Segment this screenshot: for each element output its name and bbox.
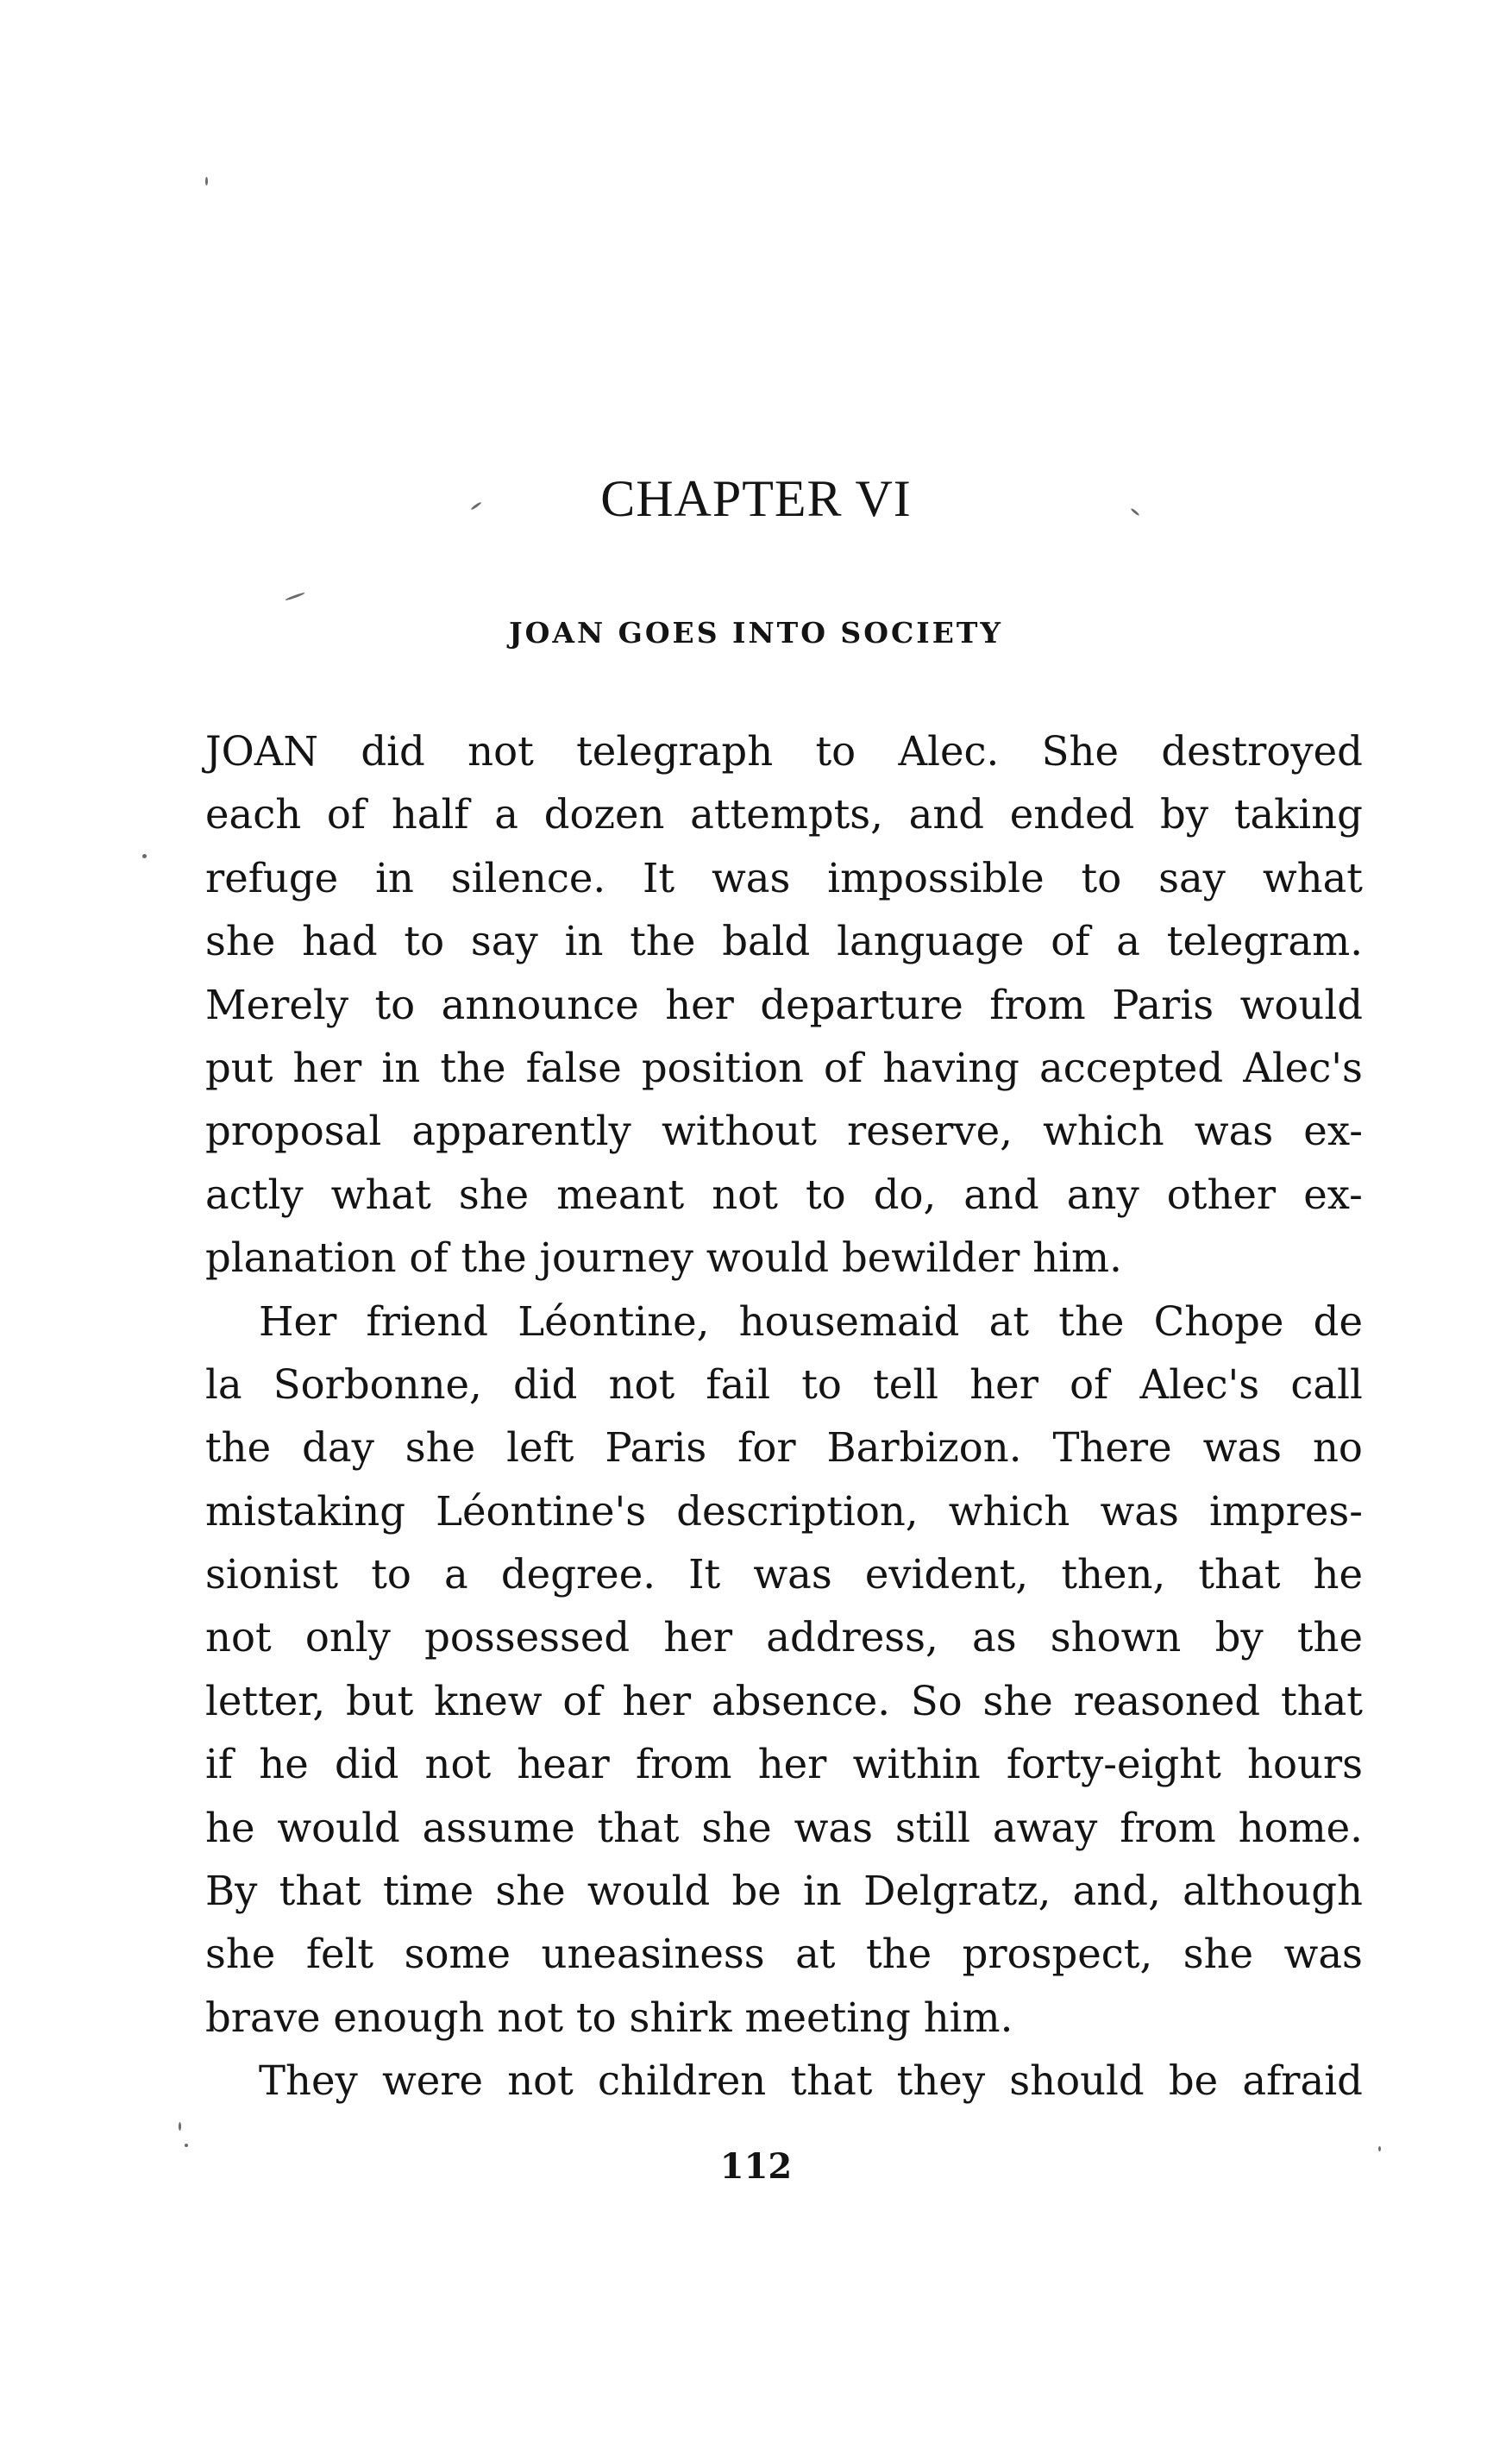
word: other [1166,1171,1277,1218]
word: of [409,1234,449,1282]
word: the [1058,1297,1125,1345]
word: tell [873,1360,939,1408]
word: to [371,1551,411,1598]
word: not [497,1994,564,2041]
word: call [1290,1360,1363,1408]
text-line [205,1797,1363,1860]
word: was [711,854,791,901]
word: not [712,1171,778,1218]
word: It [688,1551,721,1598]
word: reasoned [1073,1677,1261,1724]
word: although [1183,1868,1363,1915]
word: was [794,1804,873,1851]
page-number: 112 [719,2146,793,2187]
word: absence. [711,1677,891,1724]
text-line [205,2050,1363,2113]
word: journey [539,1234,693,1282]
word: to [1081,854,1122,901]
word: in [375,854,414,901]
word: should [1009,2057,1145,2105]
word: Alec's [1243,1044,1363,1091]
chapter-title: JOAN GOES INTO SOCIETY [509,616,1003,650]
word: do, [873,1171,937,1218]
word: and [963,1171,1039,1218]
word: if [205,1741,234,1788]
word: of [1070,1360,1109,1408]
word: left [506,1424,574,1472]
word: Léontine's [436,1487,647,1535]
word: shirk [629,1994,732,2041]
text-line [205,974,1363,1037]
word: for [737,1424,796,1472]
word: having [882,1044,1020,1091]
word: which [1043,1108,1164,1155]
word: to [374,981,416,1028]
word: telegraph [576,728,774,775]
word: Paris [605,1424,707,1472]
word: Léontine, [518,1297,710,1345]
word: impres- [1208,1487,1363,1535]
word: she [495,1868,566,1915]
word: address, [766,1614,938,1661]
text-line [205,720,1363,783]
word: her [622,1677,692,1724]
word: meeting [744,1994,911,2041]
text-line [205,910,1363,973]
word: not [608,1360,675,1408]
word: of [326,791,367,838]
word: apparently [411,1108,631,1155]
word: destroyed [1161,728,1363,775]
body-text [205,720,1363,2113]
word: refuge [205,854,339,901]
word: There [1052,1424,1172,1472]
word: say [1158,854,1226,901]
word: fail [706,1360,771,1408]
word: her [969,1360,1038,1408]
word: to [815,728,856,775]
word: Merely [205,981,349,1028]
word: Sorbonne, [273,1360,482,1408]
word: her [292,1044,362,1091]
word: not [507,2057,574,2105]
word: reserve, [847,1108,1013,1155]
word: not [424,1741,492,1788]
word: did [334,1741,399,1788]
word: taking [1233,791,1363,838]
scan-speck [285,592,305,601]
word: put [205,1044,273,1091]
word: a [494,791,519,838]
word: at [795,1931,836,1978]
word: was [1283,1931,1363,1978]
scan-speck [179,2122,181,2131]
word: to [404,918,445,965]
word: would [1239,981,1363,1028]
word: was [1100,1487,1179,1535]
word: dozen [543,791,665,838]
word: that [597,1804,680,1851]
word: him. [923,1994,1013,2041]
word: the [630,918,696,965]
word: but [345,1677,414,1724]
word: would [277,1804,400,1851]
word: they [896,2057,986,2105]
word: impossible [827,854,1045,901]
word: shown [1050,1614,1182,1661]
text-line [205,783,1363,846]
word: language [837,918,1025,965]
word: from [635,1741,732,1788]
word: the [440,1044,506,1091]
word: by [1214,1614,1264,1661]
text-line [205,847,1363,910]
word: evident, [864,1551,1029,1598]
word: within [852,1741,981,1788]
word: which [948,1487,1070,1535]
word: without [661,1108,817,1155]
word: knew [434,1677,543,1724]
word: telegram. [1166,918,1363,965]
word: Chope [1153,1297,1284,1345]
word: position [641,1044,804,1091]
word: departure [760,981,963,1028]
word: mistaking [205,1487,406,1535]
scan-speck [185,2144,188,2147]
word: she [205,918,276,965]
word: bewilder [842,1234,1020,1282]
word: a [1116,918,1140,965]
text-line [205,1543,1363,1606]
word: her [757,1741,827,1788]
word: of [562,1677,602,1724]
word: of [824,1044,863,1091]
word: she [1183,1931,1254,1978]
text-line [205,1353,1363,1416]
word: she [982,1677,1053,1724]
scan-speck [205,177,208,185]
word: JOAN [205,728,319,775]
word: the [1296,1614,1363,1661]
word: the [461,1234,527,1282]
word: he [259,1741,309,1788]
word: not [467,728,534,775]
word: time [382,1868,474,1915]
word: la [205,1360,242,1408]
word: home. [1238,1804,1363,1851]
word: the [865,1931,932,1978]
word: enough [333,1994,485,2041]
word: still [894,1804,970,1851]
word: and [908,791,985,838]
word: each [205,791,302,838]
word: proposal [205,1108,382,1155]
word: afraid [1242,2057,1363,2105]
scan-speck [142,854,147,858]
word: that [279,1868,361,1915]
word: had [302,918,378,965]
word: as [972,1614,1017,1661]
word: actly [205,1171,304,1218]
word: half [391,791,469,838]
word: her [663,1614,733,1661]
word: planation [205,1234,397,1282]
word: meant [556,1171,685,1218]
word: assume [422,1804,575,1851]
text-line [205,1480,1363,1543]
word: Barbizon. [826,1424,1022,1472]
text-line [205,1987,1363,2050]
text-line [205,1227,1363,1290]
word: that [1280,1677,1363,1724]
scan-speck [1378,2146,1381,2151]
word: from [989,981,1086,1028]
word: then, [1061,1551,1166,1598]
word: attempts, [690,791,883,838]
text-line [205,1164,1363,1227]
word: to [575,1994,617,2041]
word: They [259,2057,358,2105]
word: in [803,1868,842,1915]
word: brave [205,1994,321,2041]
text-line [205,1416,1363,1479]
word: letter, [205,1677,326,1724]
word: what [330,1171,431,1218]
word: felt [305,1931,374,1978]
word: be [1168,2057,1219,2105]
word: to [801,1360,842,1408]
word: possessed [424,1614,631,1661]
word: description, [676,1487,919,1535]
word: by [1159,791,1209,838]
word: Her [259,1297,337,1345]
word: did [361,728,425,775]
word: any [1066,1171,1139,1218]
word: By [205,1868,258,1915]
word: forty-eight [1006,1741,1221,1788]
word: of [1051,918,1090,965]
word: It [643,854,675,901]
word: ex- [1303,1171,1363,1218]
word: would [587,1868,711,1915]
word: Paris [1112,981,1214,1028]
word: him. [1032,1234,1122,1282]
word: he [1313,1551,1363,1598]
word: prospect, [962,1931,1153,1978]
text-line [205,1037,1363,1100]
word: in [381,1044,421,1091]
word: were [381,2057,484,2105]
word: housemaid [738,1297,960,1345]
word: hear [517,1741,610,1788]
word: false [525,1044,622,1091]
word: from [1120,1804,1216,1851]
word: that [790,2057,873,2105]
word: uneasiness [541,1931,765,1978]
word: in [564,918,604,965]
text-line [205,1923,1363,1986]
word: her [665,981,734,1028]
word: friend [366,1297,489,1345]
word: she [205,1931,276,1978]
word: ended [1009,791,1135,838]
word: accepted [1039,1044,1224,1091]
word: not [205,1614,272,1661]
word: She [1041,728,1119,775]
word: was [1194,1108,1274,1155]
word: that [1198,1551,1281,1598]
word: Alec. [898,728,1000,775]
word: Alec's [1139,1360,1260,1408]
word: she [458,1171,530,1218]
word: she [405,1424,476,1472]
word: at [988,1297,1030,1345]
word: was [753,1551,832,1598]
word: the [205,1424,272,1472]
word: Delgratz, [863,1868,1051,1915]
word: would [706,1234,830,1282]
word: bald [722,918,811,965]
word: sionist [205,1551,339,1598]
text-line [205,1290,1363,1353]
word: be [731,1868,781,1915]
word: only [304,1614,391,1661]
word: she [701,1804,772,1851]
word: he [205,1804,255,1851]
chapter-heading: CHAPTER VI [600,470,912,527]
word: silence. [450,854,606,901]
word: hours [1247,1741,1363,1788]
text-line [205,1670,1363,1733]
word: no [1312,1424,1363,1472]
word: So [910,1677,963,1724]
word: to [805,1171,846,1218]
word: children [598,2057,767,2105]
text-line [205,1100,1363,1163]
word: some [404,1931,511,1978]
word: a [444,1551,468,1598]
word: and, [1072,1868,1161,1915]
word: was [1202,1424,1282,1472]
text-line [205,1860,1363,1923]
word: day [302,1424,374,1472]
word: away [992,1804,1098,1851]
word: ex- [1303,1108,1363,1155]
text-line [205,1606,1363,1669]
word: degree. [500,1551,656,1598]
word: did [513,1360,578,1408]
word: de [1313,1297,1363,1345]
word: say [470,918,538,965]
word: what [1262,854,1363,901]
text-line [205,1733,1363,1796]
word: announce [441,981,639,1028]
